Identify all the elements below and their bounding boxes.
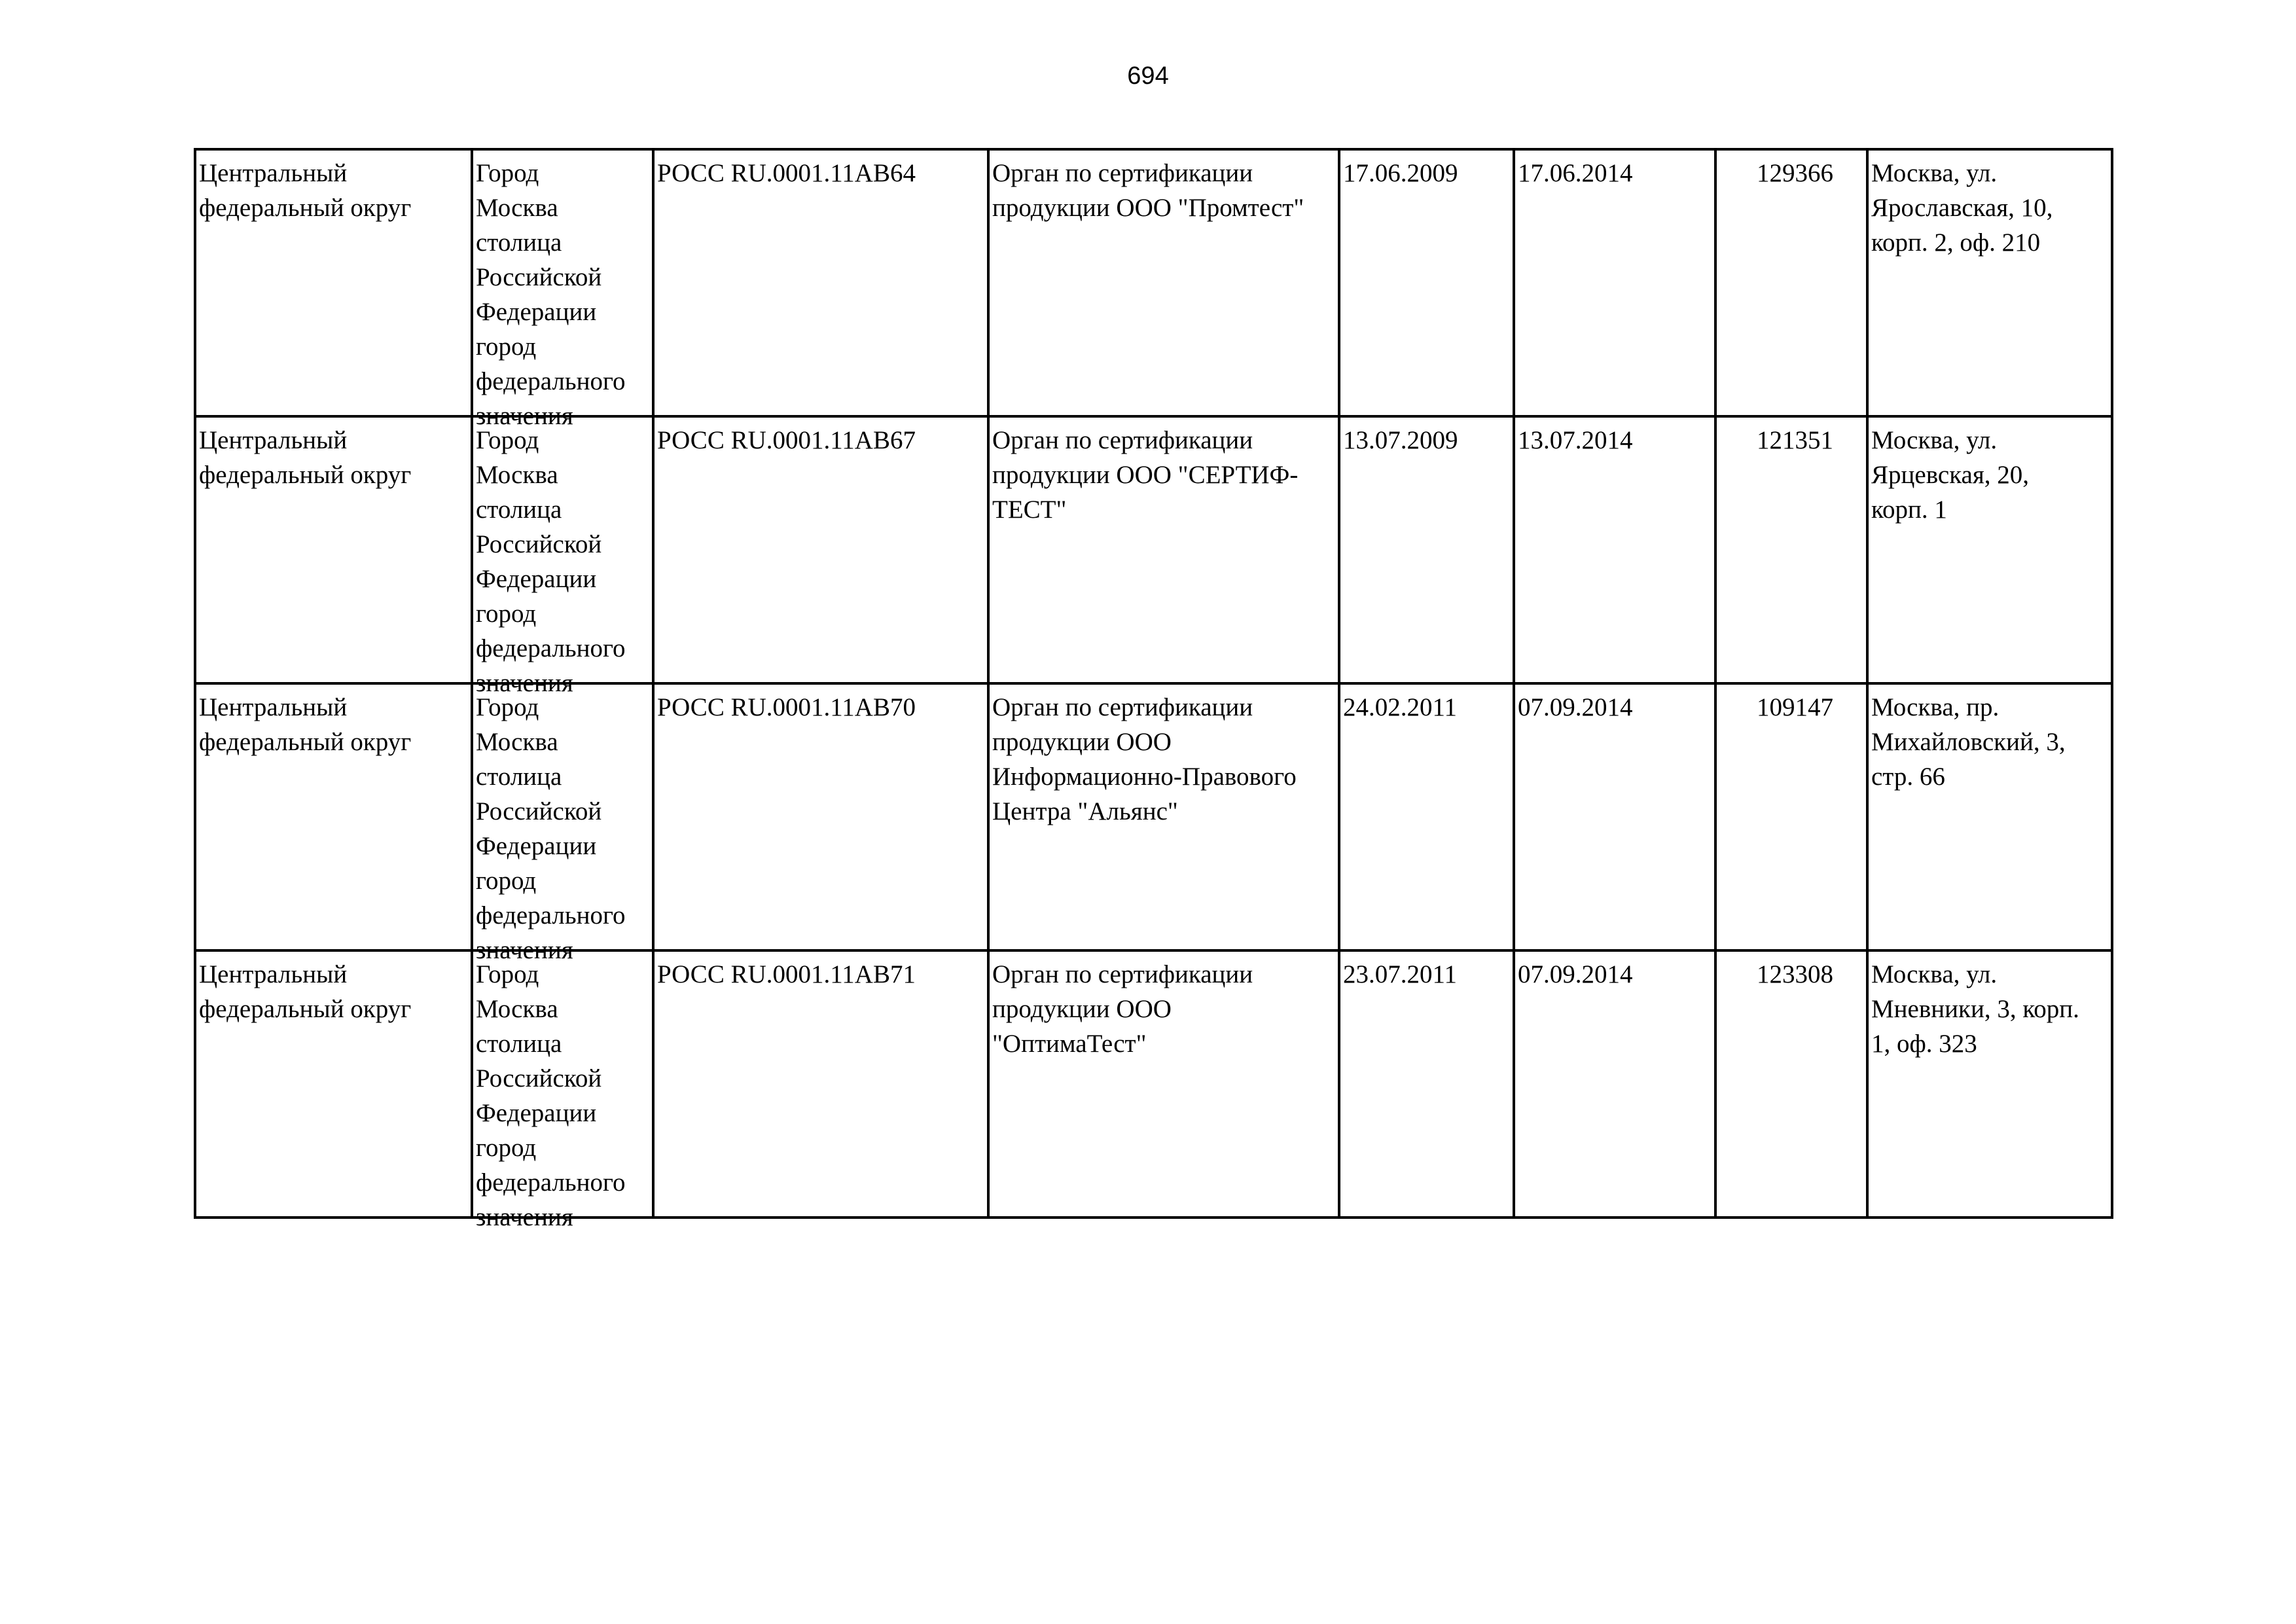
organization-cell: Орган по сертификации продукции ООО "ОптимаТест" [988,950,1339,1218]
date-to-cell: 07.09.2014 [1514,950,1715,1218]
region-cell: Город Москва столица Российской Федерации город федерального значения [472,950,653,1218]
table-row [195,683,2112,950]
date-from-cell: 24.02.2011 [1339,683,1514,950]
postal-code-cell: 123308 [1715,950,1867,1218]
date-from-cell: 17.06.2009 [1339,149,1514,416]
address-cell: Москва, ул. Ярославская, 10, корп. 2, оф. 210 [1867,149,2112,416]
postal-code-cell: 109147 [1715,683,1867,950]
date-to-cell: 17.06.2014 [1514,149,1715,416]
organization-cell: Орган по сертификации продукции ООО Информационно-Правового Центра "Альянс" [988,683,1339,950]
date-from-cell: 23.07.2011 [1339,950,1514,1218]
region-cell: Город Москва столица Российской Федерации город федерального значения [472,683,653,950]
table-row [195,149,2112,416]
date-to-cell: 13.07.2014 [1514,416,1715,683]
address-cell: Москва, пр. Михайловский, 3, стр. 66 [1867,683,2112,950]
postal-code-cell: 129366 [1715,149,1867,416]
district-cell: Центральный федеральный округ [195,950,472,1218]
district-cell: Центральный федеральный округ [195,683,472,950]
district-cell: Центральный федеральный округ [195,149,472,416]
district-cell: Центральный федеральный округ [195,416,472,683]
address-cell: Москва, ул. Мневники, 3, корп. 1, оф. 323 [1867,950,2112,1218]
address-cell: Москва, ул. Ярцевская, 20, корп. 1 [1867,416,2112,683]
reg-number-cell: РОСС RU.0001.11АВ70 [653,683,988,950]
organization-cell: Орган по сертификации продукции ООО "СЕРТИФ- ТЕСТ" [988,416,1339,683]
region-cell: Город Москва столица Российской Федерации город федерального значения [472,416,653,683]
reg-number-cell: РОСС RU.0001.11АВ64 [653,149,988,416]
postal-code-cell: 121351 [1715,416,1867,683]
region-cell: Город Москва столица Российской Федерации город федерального значения [472,149,653,416]
page-number: 694 [1127,62,1169,90]
certification-bodies-table [194,148,2113,1231]
reg-number-cell: РОСС RU.0001.11АВ71 [653,950,988,1218]
date-from-cell: 13.07.2009 [1339,416,1514,683]
date-to-cell: 07.09.2014 [1514,683,1715,950]
table-row [195,950,2112,1218]
reg-number-cell: РОСС RU.0001.11АВ67 [653,416,988,683]
table-row [195,416,2112,683]
organization-cell: Орган по сертификации продукции ООО "Промтест" [988,149,1339,416]
